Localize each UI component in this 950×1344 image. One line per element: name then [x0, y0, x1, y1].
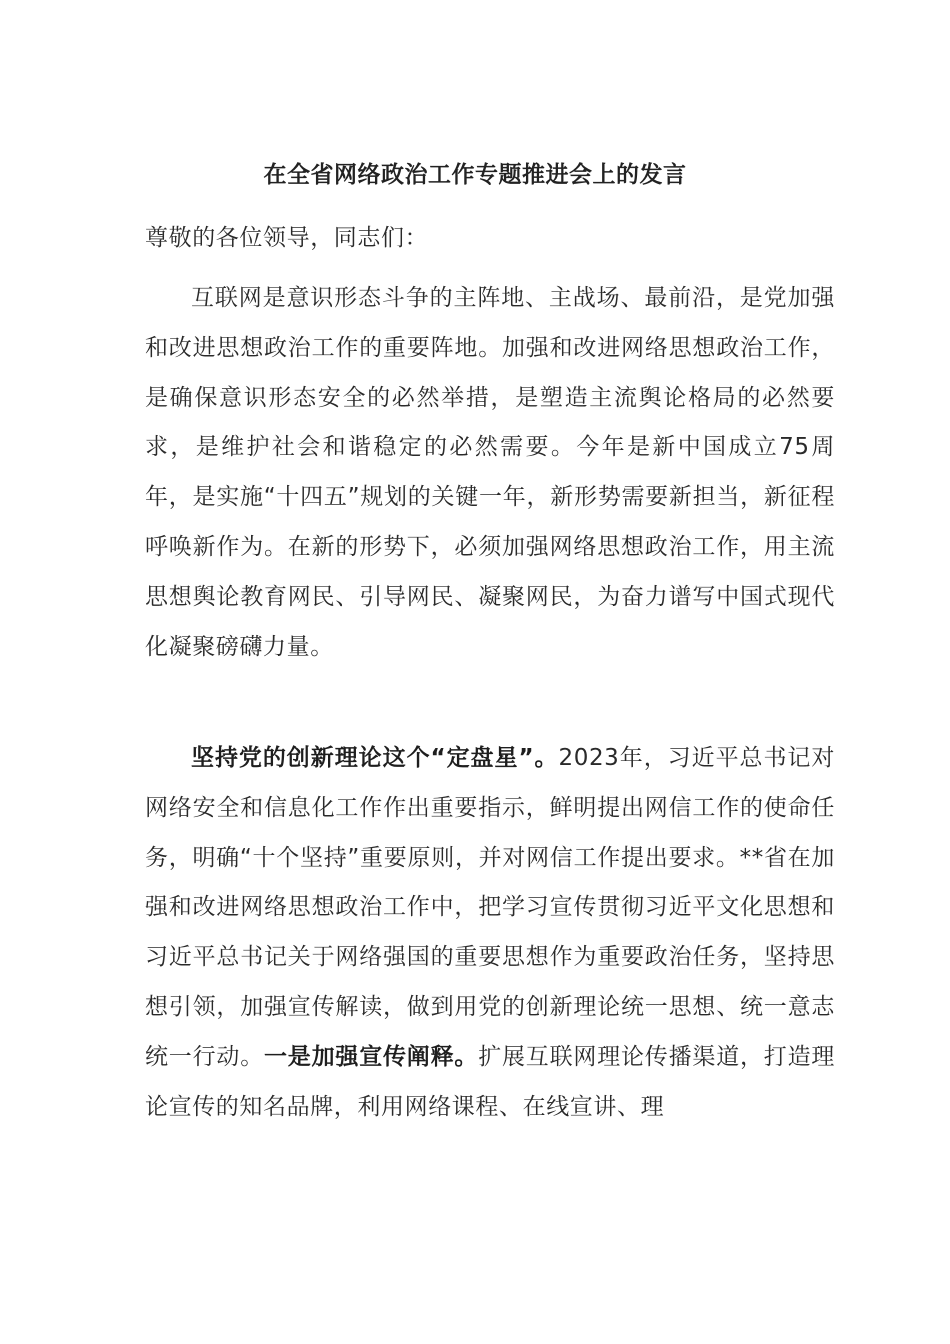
- paragraph-subheading: 一是加强宣传阐释。: [264, 1043, 479, 1070]
- paragraph-body-continued: 扩展互联网理论传播渠道，打造理论宣传的知名品牌，利用网络课程、在线宣讲、理: [145, 1043, 835, 1120]
- paragraph-intro: 互联网是意识形态斗争的主阵地、主战场、最前沿，是党加强和改进思想政治工作的重要阵地。加强和改进网络思想政治工作，是确保意识形态安全的必然举措，是塑造主流舆论格局的必然要求，是维护社会和谐稳定的必然需要。今年是新中国成立75周年，是实施“十四五”规划的关键一年，新形势需要新担当，新征程呼唤新作为。在新的形势下，必须加强网络思想政治工作，用主流思想舆论教育网民、引导网民、凝聚网民，为奋力谱写中国式现代化凝聚磅礴力量。: [145, 285, 835, 660]
- document-title: 在全省网络政治工作专题推进会上的发言: [263, 162, 687, 188]
- paragraph-body: 2023年，习近平总书记对网络安全和信息化工作作出重要指示，鲜明提出网信工作的使命任务，明确“十个坚持”重要原则，并对网信工作提出要求。**省在加强和改进网络思想政治工作中，把学习宣传贯彻习近平文化思想和习近平总书记关于网络强国的重要思想作为重要政治任务，坚持思想引领，加强宣传解读，做到用党的创新理论统一思想、统一意志统一行动。: [145, 745, 835, 1070]
- paragraph-heading: 坚持党的创新理论这个“定盘星”。: [191, 745, 559, 771]
- paragraph-theory: [145, 734, 835, 1132]
- salutation: 尊敬的各位领导，同志们：: [145, 225, 429, 251]
